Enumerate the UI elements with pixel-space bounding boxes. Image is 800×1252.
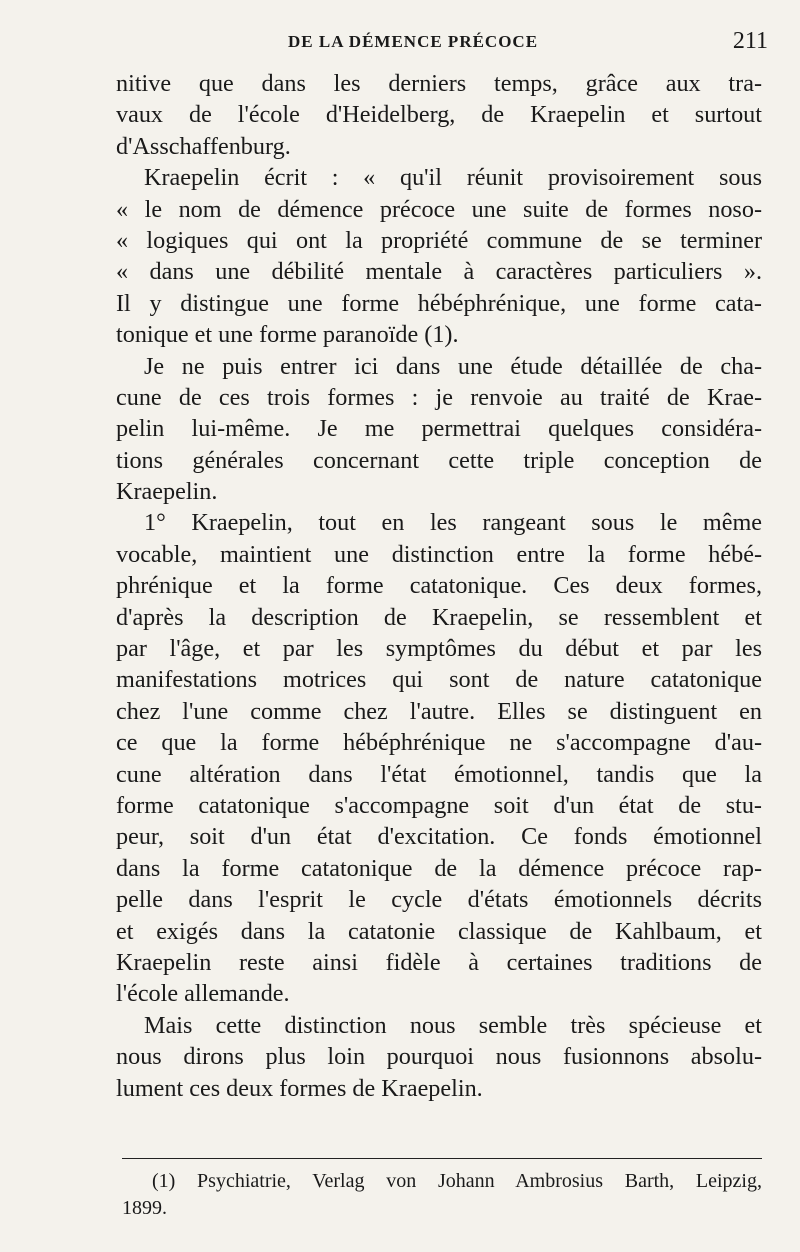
running-head	[0, 30, 800, 58]
text-line: manifestations motrices qui sont de nature catatonique	[116, 666, 762, 694]
text-line: Il y distingue une forme hébéphrénique, une forme cata-	[116, 289, 762, 317]
footnote-rule	[122, 1158, 762, 1159]
text-line: cune altération dans l'état émotionnel, tandis que la	[116, 760, 762, 788]
text-line: ce que la forme hébéphrénique ne s'accompagne d'au-	[116, 729, 762, 757]
text-line: nitive que dans les derniers temps, grâce aux tra-	[116, 70, 762, 97]
text-line: et exigés dans la catatonie classique de Kahlbaum, et	[116, 917, 762, 945]
text-line: nous dirons plus loin pourquoi nous fusionnons absolu-	[116, 1043, 762, 1071]
text-line: 1° Kraepelin, tout en les rangeant sous le même	[144, 509, 762, 537]
text-line: pelle dans l'esprit le cycle d'états émotionnels décrits	[116, 886, 762, 914]
text-line: « logiques qui ont la propriété commune de se terminer	[116, 226, 762, 254]
text-line: forme catatonique s'accompagne soit d'un état de stu-	[116, 791, 762, 819]
text-line: d'Asschaffenburg.	[116, 132, 291, 160]
footnote	[122, 1168, 762, 1222]
text-line: par l'âge, et par les symptômes du début et par les	[116, 635, 762, 663]
footnote-line: (1) Psychiatrie, Verlag von Johann Ambrosius Barth, Leipzig,	[152, 1170, 762, 1192]
text-line: tonique et une forme paranoïde (1).	[116, 321, 459, 349]
body-text	[116, 68, 762, 1104]
text-line: cune de ces trois formes : je renvoie au traité de Krae-	[116, 383, 762, 411]
text-line: Kraepelin écrit : « qu'il réunit provisoirement sous	[144, 164, 762, 192]
text-line: « dans une débilité mentale à caractères particuliers ».	[116, 258, 762, 286]
text-line: chez l'une comme chez l'autre. Elles se distinguent en	[116, 697, 762, 725]
text-line: vaux de l'école d'Heidelberg, de Kraepelin et surtout	[116, 101, 762, 129]
text-line: « le nom de démence précoce une suite de formes noso-	[116, 195, 762, 223]
text-line: Kraepelin reste ainsi fidèle à certaines traditions de	[116, 948, 762, 976]
text-line: pelin lui-même. Je me permettrai quelques considéra-	[116, 415, 762, 443]
text-line: Mais cette distinction nous semble très spécieuse et	[144, 1011, 762, 1039]
footnote-line: 1899.	[122, 1197, 167, 1219]
running-head-title: DE LA DÉMENCE PRÉCOCE	[288, 32, 539, 51]
text-line: dans la forme catatonique de la démence précoce rap-	[116, 854, 762, 882]
text-line: Kraepelin.	[116, 478, 218, 506]
text-line: peur, soit d'un état d'excitation. Ce fonds émotionnel	[116, 823, 762, 851]
text-line: l'école allemande.	[116, 980, 290, 1008]
text-line: d'après la description de Kraepelin, se ressemblent et	[116, 603, 762, 631]
text-line: Je ne puis entrer ici dans une étude détaillée de cha-	[144, 352, 762, 380]
page-number: 211	[732, 28, 768, 54]
text-line: lument ces deux formes de Kraepelin.	[116, 1074, 483, 1102]
text-line: vocable, maintient une distinction entre la forme hébé-	[116, 540, 762, 568]
text-line: tions générales concernant cette triple conception de	[116, 446, 762, 474]
text-line: phrénique et la forme catatonique. Ces deux formes,	[116, 572, 762, 600]
